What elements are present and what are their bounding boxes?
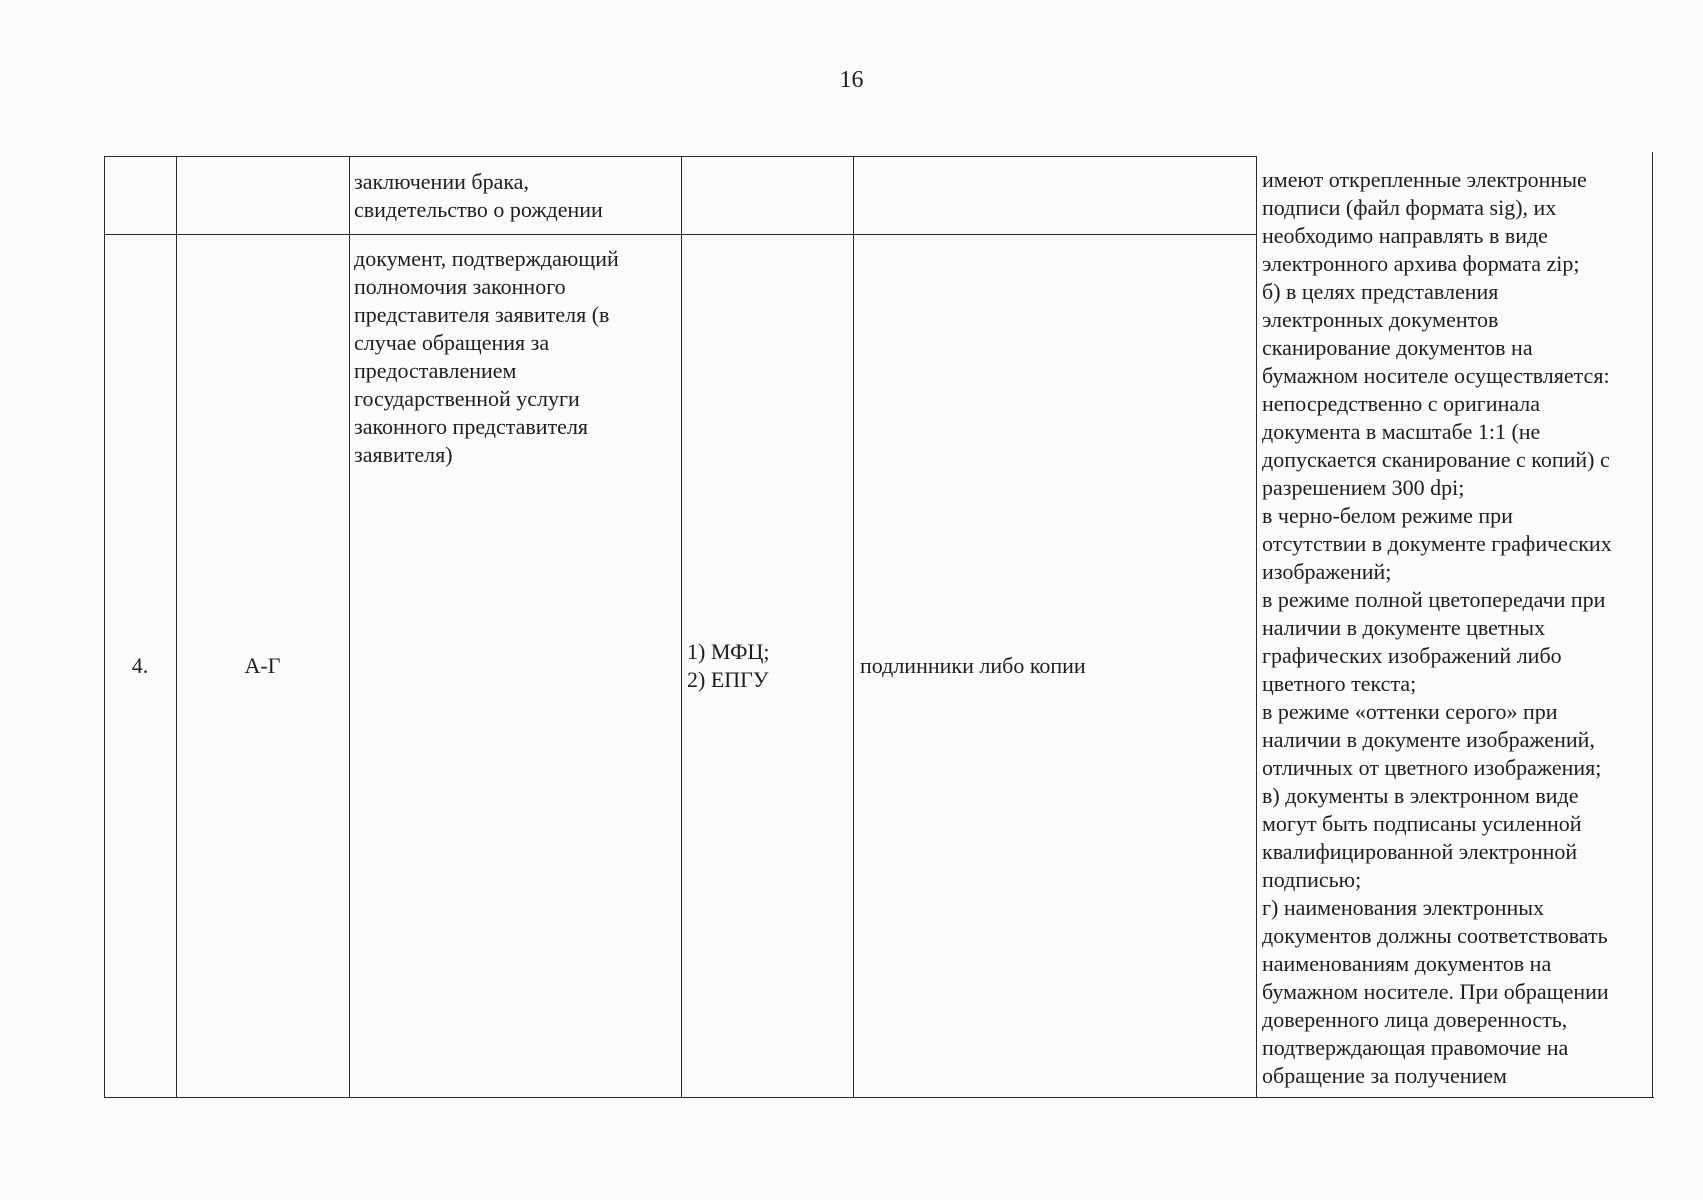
table-right-border [1652, 152, 1653, 1098]
applicant-category: А-Г [244, 653, 281, 678]
table-left-border [104, 156, 105, 1098]
table-bottom-border [104, 1097, 1654, 1098]
submission-method: 1) МФЦ; 2) ЕПГУ [687, 639, 770, 692]
column-divider-2 [349, 156, 350, 1098]
column-divider-4 [853, 156, 854, 1098]
page-number: 16 [839, 67, 864, 93]
column-divider-3 [681, 156, 682, 1098]
column-divider-1 [176, 156, 177, 1098]
document-requirements: имеют открепленные электронные подписи (файл формата sig), их необходимо направлять в виде электронного архива формата zip; б) в целях представления электронных документов сканирование документов на бумажном носителе осуществляется: непосредственно с оригинала документа в масштабе 1:1 (не допускается сканирование с копий) с разрешением 300 dpi; в черно-белом режиме при отсутствии в документе графических изображений; в режиме полной цветопередачи при наличии в документе цветных графических изображений либо цветного текста; в режиме «оттенки серого» при наличии в документе изображений, отличных от цветного изображения; в) документы в электронном виде могут быть подписаны усиленной квалифицированной электронной подписью; г) наименования электронных документов должны соответствовать наименованиям документов на бумажном носителе. При обращении доверенного лица доверенность, подтверждающая правомочие на обращение за получением [1262, 167, 1612, 1088]
document-name: документ, подтверждающий полномочия законного представителя заявителя (в случае обращения за предоставлением государственной услуги законного представителя заявителя) [354, 246, 619, 467]
continuation-document-name: заключении брака, свидетельство о рождении [354, 169, 603, 222]
column-divider-5 [1256, 156, 1257, 1098]
document-form: подлинники либо копии [860, 653, 1086, 678]
row-number: 4. [131, 653, 149, 678]
